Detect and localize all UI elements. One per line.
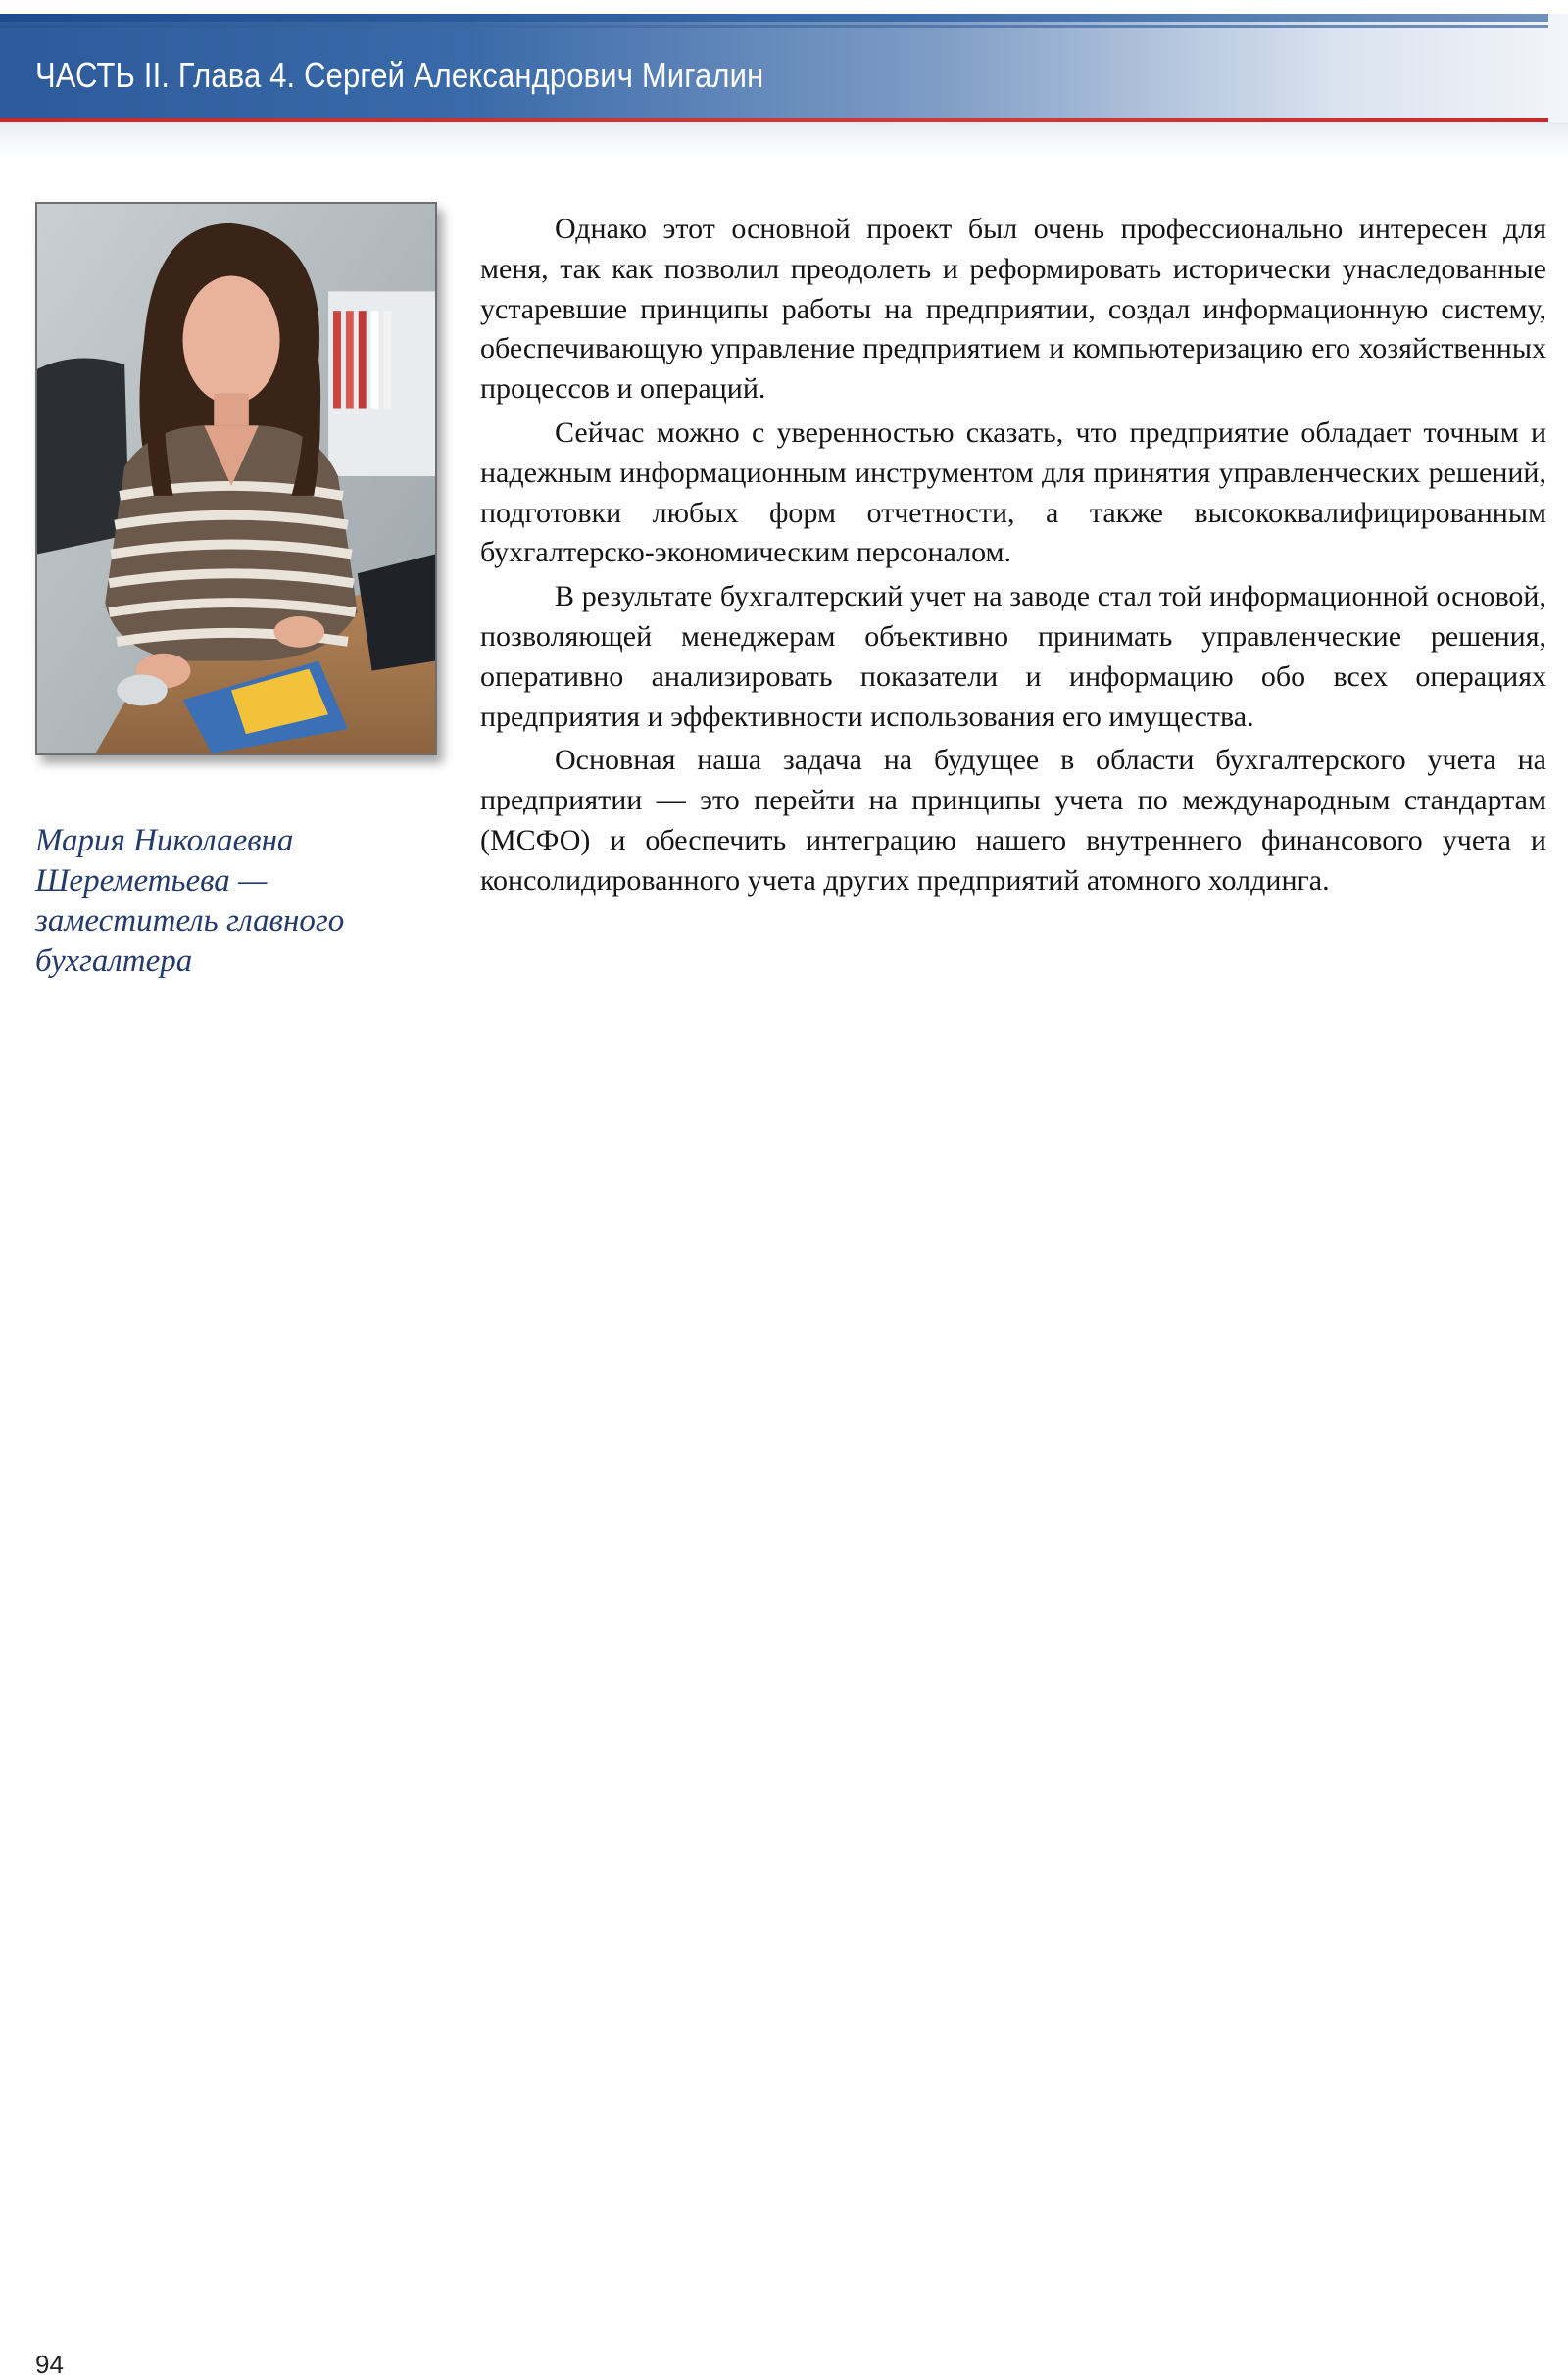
- caption-line: бухгалтера: [35, 944, 193, 979]
- photo-caption: [35, 821, 447, 982]
- running-head-title: ЧАСТЬ II. Глава 4. Сергей Александрович Мигалин: [35, 55, 764, 95]
- caption-line: Шереметьева —: [35, 863, 268, 899]
- paragraph: Однако этот основной проект был очень профессионально интересен для меня, так как позволил преодолеть и реформировать исторически унаследованные устаревшие принципы работы на предприятии, создал информационную систему, обеспечивающую управление предприятием и компьютеризацию его хозяйственных процессов и операций.: [480, 213, 1546, 406]
- portrait-illustration: [37, 204, 435, 753]
- caption-line: Мария Николаевна: [35, 823, 294, 858]
- paragraph: В результате бухгалтерский учет на заводе стал той информационной основой, позволяющей менеджерам объективно принимать управленческие решения, оперативно анализировать показатели и информацию обо всех операциях предприятия и эффективности использования его имущества.: [480, 580, 1546, 733]
- page-number: 94: [35, 2350, 64, 2379]
- header-fade: [0, 122, 1568, 158]
- header-top-line: [0, 14, 1548, 22]
- caption-line: заместитель главного: [35, 903, 345, 939]
- portrait-photo: [35, 202, 437, 755]
- paragraph: Сейчас можно с уверенностью сказать, что предприятие обладает точным и надежным информационным инструментом для принятия управленческих решений, подготовки любых форм отчетности, а также высококвалифицированным бухгалтерско-экономическим персоналом.: [480, 415, 1546, 569]
- header-top-line-thin: [0, 25, 1548, 28]
- page-header: [0, 0, 1568, 159]
- paragraph: Основная наша задача на будущее в области бухгалтерского учета на предприятии — это перейти на принципы учета по международным стандартам (МСФО) и обеспечить интеграцию нашего внутреннего финансового учета и консолидированного учета других предприятий атомного холдинга.: [480, 744, 1546, 897]
- body-text: [480, 210, 1546, 905]
